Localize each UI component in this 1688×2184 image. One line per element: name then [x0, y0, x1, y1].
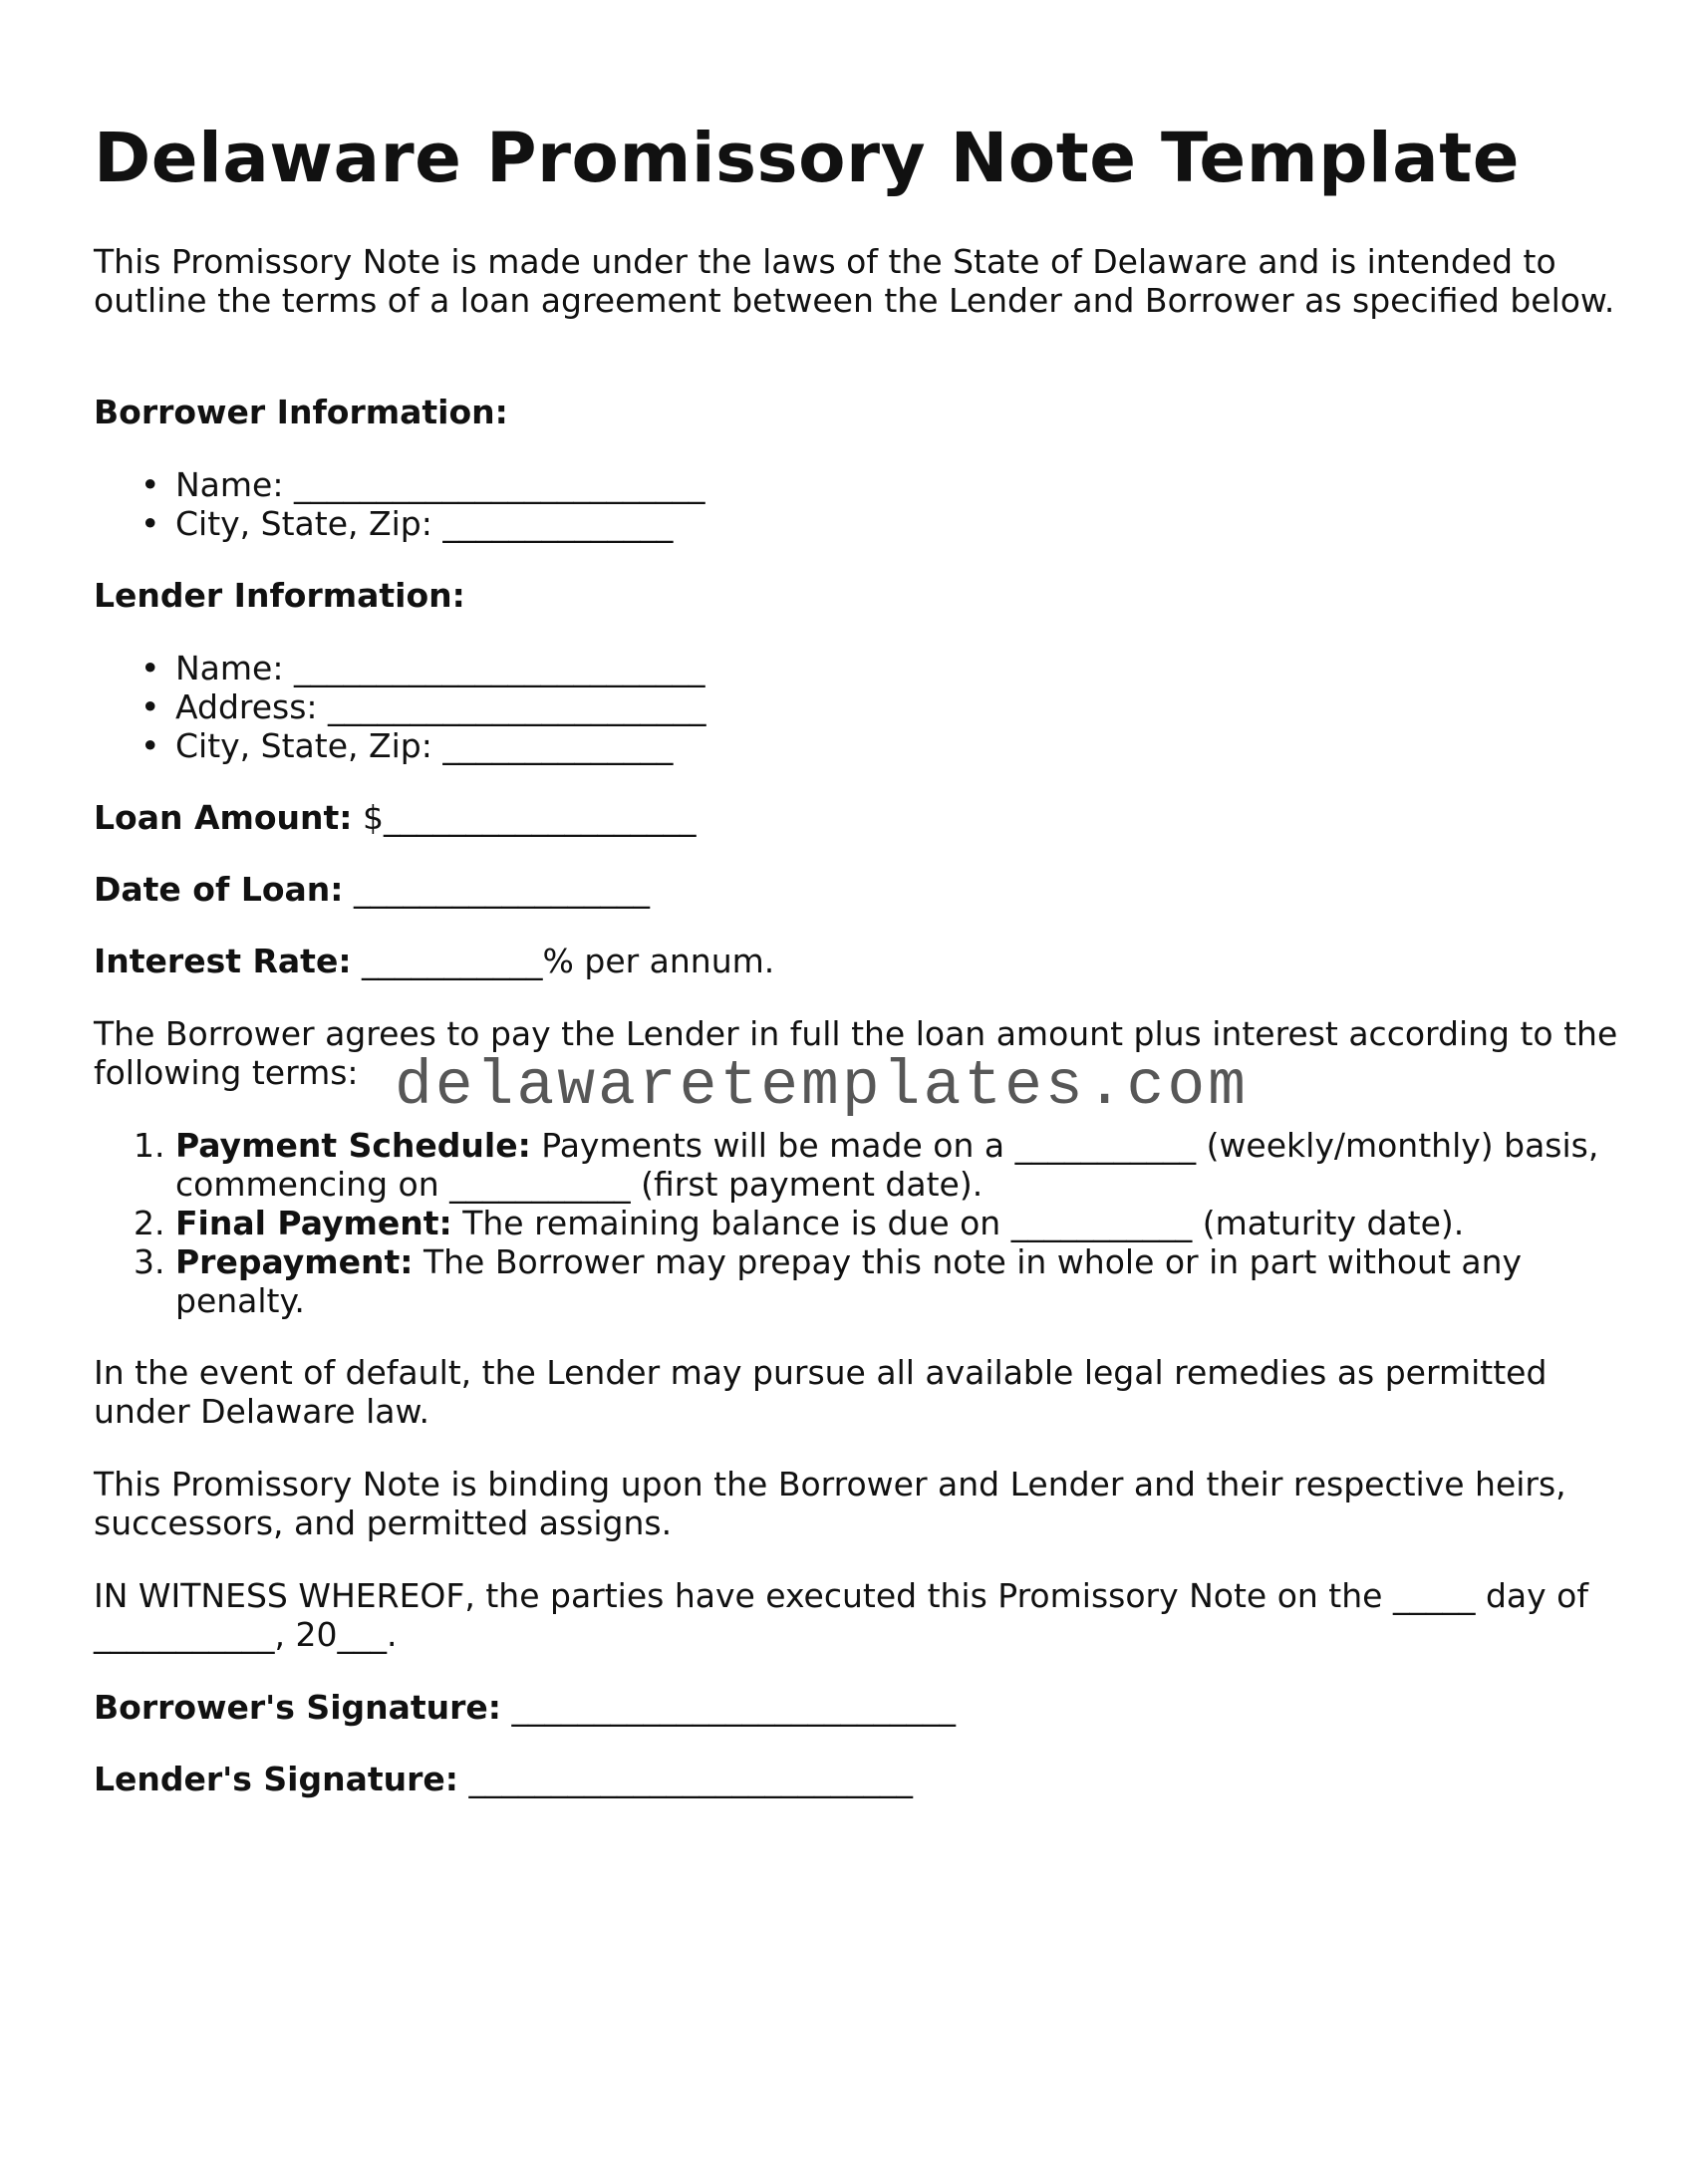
witness-clause: IN WITNESS WHEREOF, the parties have executed this Promissory Note on the _____ day of ___________, 20___. — [94, 1576, 1588, 1654]
interest-rate-field: ___________% per annum. — [351, 942, 775, 980]
term-prepayment — [94, 1242, 1628, 1320]
lender-name-field: Name: _________________________ — [175, 649, 705, 687]
borrower-signature-label: Borrower's Signature: — [94, 1688, 502, 1727]
borrower-name-field: Name: _________________________ — [175, 465, 705, 504]
lender-list — [94, 649, 1628, 765]
loan-amount-line — [94, 798, 1628, 837]
borrower-name-item — [94, 465, 1628, 504]
term-text: Payments will be made on a ___________ (weekly/monthly) basis, commencing on ___________ (first payment date). — [175, 1126, 1599, 1204]
date-of-loan-line — [94, 870, 1628, 909]
borrower-city-field: City, State, Zip: ______________ — [175, 504, 674, 543]
page-title: Delaware Promissory Note Template — [94, 119, 1520, 198]
default-clause: In the event of default, the Lender may pursue all available legal remedies as permitted under Delaware law. — [94, 1353, 1547, 1431]
bullet-icon: • — [141, 504, 160, 543]
terms-list — [94, 1126, 1628, 1320]
term-final-payment — [94, 1204, 1628, 1242]
lender-signature-line — [94, 1760, 1628, 1798]
lender-name-item — [94, 649, 1628, 687]
term-text: The remaining balance is due on ___________ (maturity date). — [451, 1204, 1465, 1242]
loan-amount-label: Loan Amount: — [94, 798, 353, 837]
loan-amount-field: $___________________ — [352, 798, 697, 837]
term-label: Prepayment: — [175, 1242, 414, 1281]
bullet-icon: • — [141, 726, 160, 765]
bullet-icon: • — [141, 465, 160, 504]
lender-address-field: Address: _______________________ — [175, 687, 706, 726]
date-of-loan-label: Date of Loan: — [94, 870, 344, 909]
term-label: Final Payment: — [175, 1204, 452, 1242]
lender-signature-field: ___________________________ — [458, 1760, 913, 1798]
borrower-signature-line — [94, 1688, 1628, 1727]
term-payment-schedule — [94, 1126, 1628, 1204]
lender-city-item — [94, 726, 1628, 765]
lender-signature-label: Lender's Signature: — [94, 1760, 458, 1798]
term-text: The Borrower may prepay this note in whole or in part without any penalty. — [175, 1242, 1523, 1320]
intro-paragraph: This Promissory Note is made under the laws of the State of Delaware and is intended to outline the terms of a loan agreement between the Lender and Borrower as specified below. — [94, 242, 1615, 320]
borrower-city-item — [94, 504, 1628, 543]
terms-intro-paragraph: The Borrower agrees to pay the Lender in full the loan amount plus interest according to the following terms: — [94, 1014, 1618, 1092]
lender-city-field: City, State, Zip: ______________ — [175, 726, 674, 765]
binding-clause: This Promissory Note is binding upon the Borrower and Lender and their respective heirs, successors, and permitted assigns. — [94, 1465, 1566, 1542]
term-number: 3. — [134, 1242, 165, 1281]
borrower-list — [94, 465, 1628, 543]
lender-address-item — [94, 687, 1628, 726]
term-number: 2. — [134, 1204, 165, 1242]
lender-heading: Lender Information: — [94, 576, 465, 615]
bullet-icon: • — [141, 687, 160, 726]
bullet-icon: • — [141, 649, 160, 687]
date-of-loan-field: __________________ — [343, 870, 650, 909]
borrower-signature-field: ___________________________ — [501, 1688, 957, 1727]
term-number: 1. — [134, 1126, 165, 1165]
borrower-heading: Borrower Information: — [94, 393, 508, 431]
term-label: Payment Schedule: — [175, 1126, 531, 1165]
interest-rate-label: Interest Rate: — [94, 942, 352, 980]
interest-rate-line — [94, 942, 1628, 980]
watermark-text: delawaretemplates.com — [395, 1051, 1249, 1122]
